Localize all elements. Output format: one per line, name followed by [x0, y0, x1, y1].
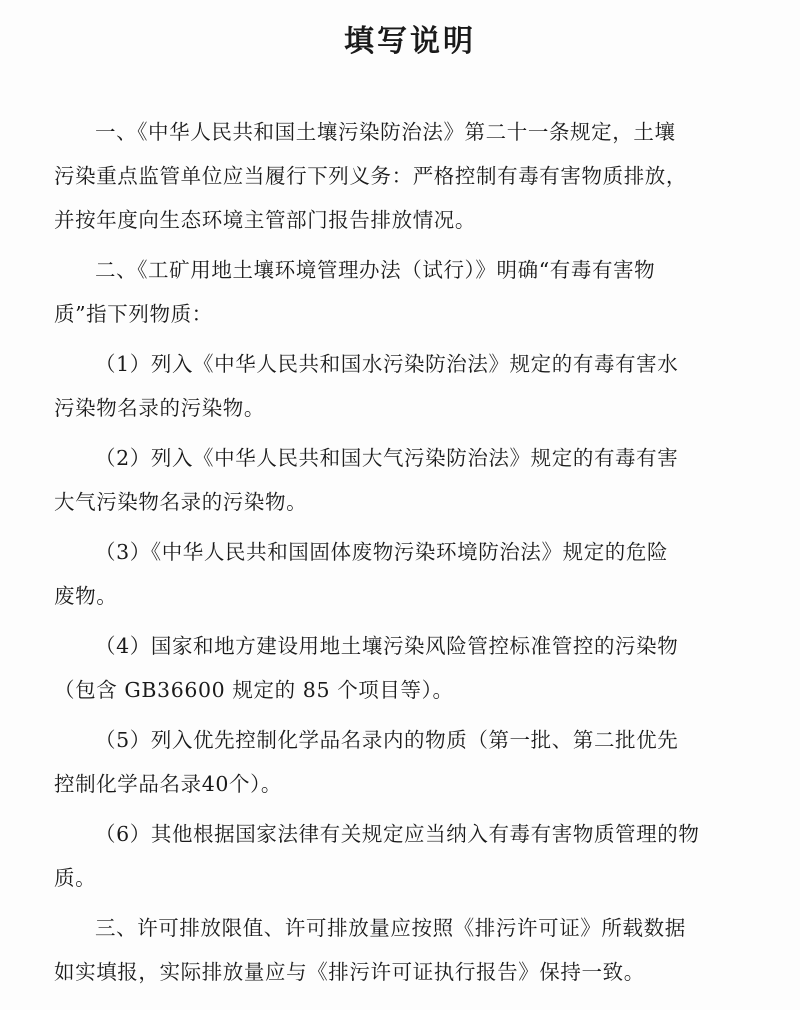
text-line: 并按年度向生态环境主管部门报告排放情况。 [54, 208, 476, 232]
paragraph-1 [54, 110, 766, 242]
paragraph-2 [54, 248, 766, 336]
text-line: （4）国家和地方建设用地土壤污染风险管控标准管控的污染物 [95, 634, 679, 658]
text-line: 一、《中华人民共和国土壤污染防治法》第二十一条规定，土壤 [95, 120, 676, 144]
text-line: 质”指下列物质： [54, 302, 213, 326]
text-line: （6）其他根据国家法律有关规定应当纳入有毒有害物质管理的物 [95, 822, 700, 846]
list-item-3 [54, 530, 766, 618]
page-title: 填写说明 [344, 24, 476, 59]
list-item-2 [54, 436, 766, 524]
text-line: 废物。 [54, 584, 118, 608]
text-line: 控制化学品名录40个）。 [54, 772, 283, 796]
paragraph-3 [54, 906, 766, 994]
text-line: 大气污染物名录的污染物。 [54, 490, 308, 514]
list-item-1 [54, 342, 766, 430]
text-line: （1）列入《中华人民共和国水污染防治法》规定的有毒有害水 [95, 352, 679, 376]
text-line: （5）列入优先控制化学品名录内的物质（第一批、第二批优先 [95, 728, 679, 752]
text-line: 质。 [54, 866, 97, 890]
text-line: 如实填报，实际排放量应与《排污许可证执行报告》保持一致。 [54, 960, 645, 984]
text-line: （3）《中华人民共和国固体废物污染环境防治法》规定的危险 [95, 540, 669, 564]
list-item-6 [54, 812, 766, 900]
text-line: 污染物名录的污染物。 [54, 396, 265, 420]
list-item-5 [54, 718, 766, 806]
text-line: （包含 GB36600 规定的 85 个项目等）。 [54, 678, 454, 702]
text-line: 污染重点监管单位应当履行下列义务：严格控制有毒有害物质排放， [54, 164, 687, 188]
text-line: 三、许可排放限值、许可排放量应按照《排污许可证》所载数据 [95, 916, 686, 940]
text-line: （2）列入《中华人民共和国大气污染防治法》规定的有毒有害 [95, 446, 679, 470]
text-line: 二、《工矿用地土壤环境管理办法（试行）》明确“有毒有害物 [95, 258, 656, 282]
list-item-4 [54, 624, 766, 712]
